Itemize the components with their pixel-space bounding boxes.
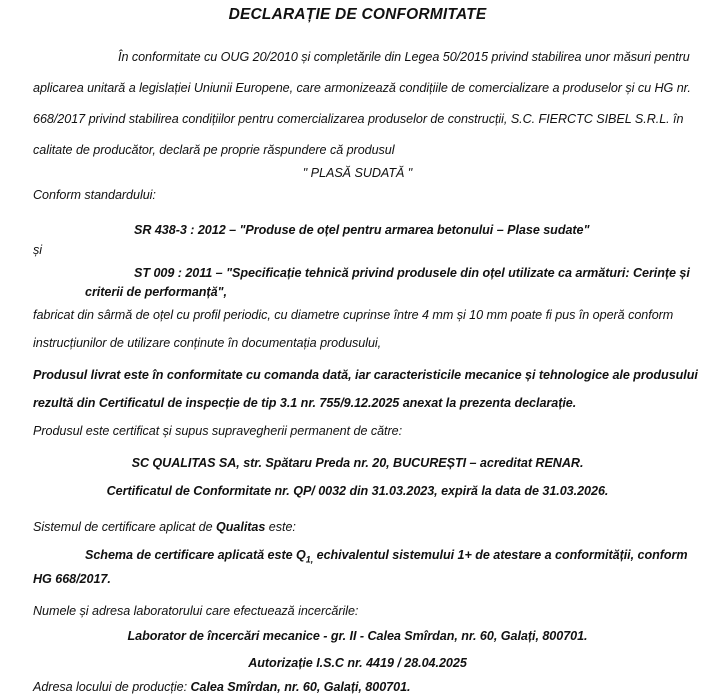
certification-system-label [33, 512, 296, 543]
standard-st-009-line-2: criterii de performanță", [85, 285, 227, 299]
product-name: " PLASĂ SUDATĂ " [302, 166, 413, 180]
conformity-line-2: rezultă din Certificatul de inspecție de tip 3.1 nr. 755/9.12.2025 anexat la prezenta declarație. [33, 396, 577, 410]
certification-system-suffix: este: [265, 520, 296, 534]
intro-line-3: 668/2017 privind stabilirea condițiilor pentru comercializarea produselor de construcții, S.C. FIERCTC SIBEL S.R.L. în [33, 112, 684, 126]
standard-st-009-line-1: ST 009 : 2011 – "Specificație tehnică privind produsele din oțel utilizate ca armături: Cerințe și [134, 266, 690, 280]
certification-scheme-line-1 [85, 540, 688, 576]
page-title: DECLARAȚIE DE CONFORMITATE [228, 6, 487, 23]
standards-conjunction: și [33, 243, 42, 257]
standard-label: Conform standardului: [33, 188, 156, 202]
intro-line-4: calitate de producător, declară pe proprie răspundere că produsul [33, 143, 395, 157]
laboratory-label: Numele și adresa laboratorului care efectuează incercările: [33, 604, 359, 618]
scheme-subscript: 1, [305, 554, 314, 565]
laboratory-address: Laborator de încercări mecanice - gr. II - Calea Smîrdan, nr. 60, Galați, 800701. [127, 629, 588, 643]
production-address [33, 672, 410, 699]
standard-sr-438-3: SR 438-3 : 2012 – "Produse de oțel pentru armarea betonului – Plase sudate" [134, 223, 590, 237]
intro-line-2: aplicarea unitară a legislației Uniunii Europene, care armonizează condițiile de comercializare a produselor și cu HG nr. [33, 81, 691, 95]
certifier-name-line: SC QUALITAS SA, str. Spătaru Preda nr. 20, BUCUREȘTI – acreditat RENAR. [131, 456, 584, 470]
production-address-label: Adresa locului de producție: [33, 680, 191, 694]
production-address-value: Calea Smîrdan, nr. 60, Galați, 800701. [190, 680, 411, 694]
manufacture-line-2: instrucțiunilor de utilizare conținute în documentația produsului, [33, 336, 382, 350]
certification-scheme-line-2: HG 668/2017. [33, 572, 111, 586]
scheme-text-b: echivalentul sistemului 1+ de atestare a conformității, conform [313, 548, 688, 562]
certification-system-body: Qualitas [216, 520, 266, 534]
conformity-line-1: Produsul livrat este în conformitate cu comanda dată, iar caracteristicile mecanice și tehnologice ale produsului [33, 368, 698, 382]
certifier-certificate-line: Certificatul de Conformitate nr. QP/ 0032 din 31.03.2023, expiră la data de 31.03.2026. [106, 484, 609, 498]
manufacture-line-1: fabricat din sârmă de oțel cu profil periodic, cu diametre cuprinse între 4 mm și 10 mm poate fi pus în operă conform [33, 308, 674, 322]
intro-line-1: În conformitate cu OUG 20/2010 și completările din Legea 50/2015 privind stabilirea unor măsuri pentru [118, 50, 690, 64]
scheme-text-a: Schema de certificare aplicată este Q [85, 548, 306, 562]
surveillance-label: Produsul este certificat și supus supravegherii permanent de către: [33, 424, 403, 438]
certification-system-prefix: Sistemul de certificare aplicat de [33, 520, 217, 534]
laboratory-authorization: Autorizație I.S.C nr. 4419 / 28.04.2025 [248, 656, 467, 670]
